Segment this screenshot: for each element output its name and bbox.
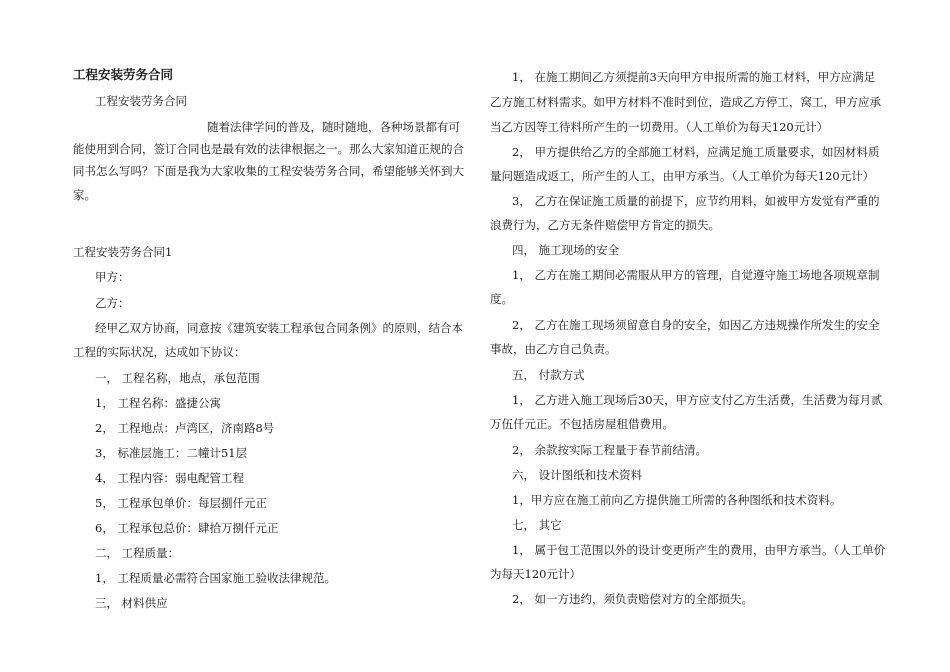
list-item: 2， 工程地点：卢湾区，济南路8号 bbox=[95, 421, 275, 435]
paragraph-line: 2， 甲方提供给乙方的全部施工材料，应满足施工质量要求，如因材料质 bbox=[512, 145, 880, 159]
paragraph-line: 事故，由乙方自己负责。 bbox=[490, 342, 617, 356]
intro-line: 同书怎么写吗？下面是我为大家收集的工程安装劳务合同，希望能够关怀到大 bbox=[73, 164, 464, 178]
paragraph-line: 万伍仟元正。不包括房屋租借费用。 bbox=[490, 417, 674, 431]
intro-line: 能使用到合同，签订合同也是最有效的法律根据之一。那么大家知道正规的合 bbox=[73, 142, 464, 156]
paragraph-line: 1，甲方应在施工前向乙方提供施工所需的各种图纸和技术资料。 bbox=[512, 493, 842, 507]
paragraph-line: 1， 在施工期间乙方须提前3天向甲方申报所需的施工材料，甲方应满足 bbox=[512, 70, 876, 84]
paragraph-line: 1， 乙方进入施工现场后30天，甲方应支付乙方生活费，生活费为每月贰 bbox=[512, 393, 883, 407]
contract-heading: 工程安装劳务合同1 bbox=[73, 245, 173, 259]
paragraph-line: 乙方施工材料需求。如甲方材料不准时到位，造成乙方停工，窝工，甲方应承 bbox=[490, 95, 881, 109]
paragraph-line: 度。 bbox=[490, 292, 513, 306]
paragraph-line: 3， 乙方在保证施工质量的前提下，应节约用料，如被甲方发觉有严重的 bbox=[512, 194, 880, 208]
paragraph-line: 量问题造成返工，所产生的人工，由甲方承当。（人工单价为每天120元计） bbox=[490, 169, 875, 183]
intro-line: 随着法律学问的普及，随时随地，各种场景都有可 bbox=[207, 120, 460, 134]
party-a-label: 甲方： bbox=[95, 270, 130, 284]
paragraph-line: 浪费行为，乙方无条件赔偿甲方肯定的损失。 bbox=[490, 218, 720, 232]
preamble-line: 经甲乙双方协商，同意按《建筑安装工程承包合同条例》的原则，结合本 bbox=[95, 321, 463, 335]
section-heading-5: 五， 付款方式 bbox=[512, 368, 585, 382]
paragraph-line: 1， 乙方在施工期间必需服从甲方的管理，自觉遵守施工场地各项规章制 bbox=[512, 268, 880, 282]
paragraph-line: 为每天120元计） bbox=[490, 567, 581, 581]
section-heading-7: 七， 其它 bbox=[512, 518, 562, 532]
section-heading-4: 四， 施工现场的安全 bbox=[512, 243, 620, 257]
paragraph-line: 当乙方因等工待料所产生的一切费用。（人工单价为每天120元计） bbox=[490, 120, 829, 134]
list-item: 6， 工程承包总价：肆拾万捌仟元正 bbox=[95, 521, 279, 535]
party-b-label: 乙方： bbox=[95, 296, 130, 310]
paragraph-line: 2， 如一方违约，须负责赔偿对方的全部损失。 bbox=[512, 592, 753, 606]
paragraph-line: 2， 乙方在施工现场须留意自身的安全，如因乙方违规操作所发生的安全 bbox=[512, 318, 880, 332]
intro-line: 家。 bbox=[73, 188, 96, 202]
section-heading-6: 六， 设计图纸和技术资料 bbox=[512, 468, 643, 482]
paragraph-line: 2， 余款按实际工程量于春节前结清。 bbox=[512, 443, 707, 457]
paragraph-line: 1， 属于包工范围以外的设计变更所产生的费用，由甲方承当。（人工单价 bbox=[512, 543, 886, 557]
list-item: 4， 工程内容：弱电配管工程 bbox=[95, 471, 244, 485]
section-heading-1: 一， 工程名称，地点，承包范围 bbox=[95, 371, 260, 385]
document-subtitle: 工程安装劳务合同 bbox=[95, 94, 187, 108]
list-item: 5， 工程承包单价：每层捌仟元正 bbox=[95, 496, 267, 510]
preamble-line: 工程的实际状况，达成如下协议： bbox=[73, 345, 246, 359]
list-item: 1， 工程质量必需符合国家施工验收法律规范。 bbox=[95, 571, 336, 585]
document-title: 工程安装劳务合同 bbox=[73, 67, 174, 82]
section-heading-3: 三， 材料供应 bbox=[95, 596, 168, 610]
section-heading-2: 二， 工程质量： bbox=[95, 546, 180, 560]
list-item: 1， 工程名称：盛捷公寓 bbox=[95, 396, 221, 410]
list-item: 3， 标准层施工：二幢计51层 bbox=[95, 446, 248, 460]
